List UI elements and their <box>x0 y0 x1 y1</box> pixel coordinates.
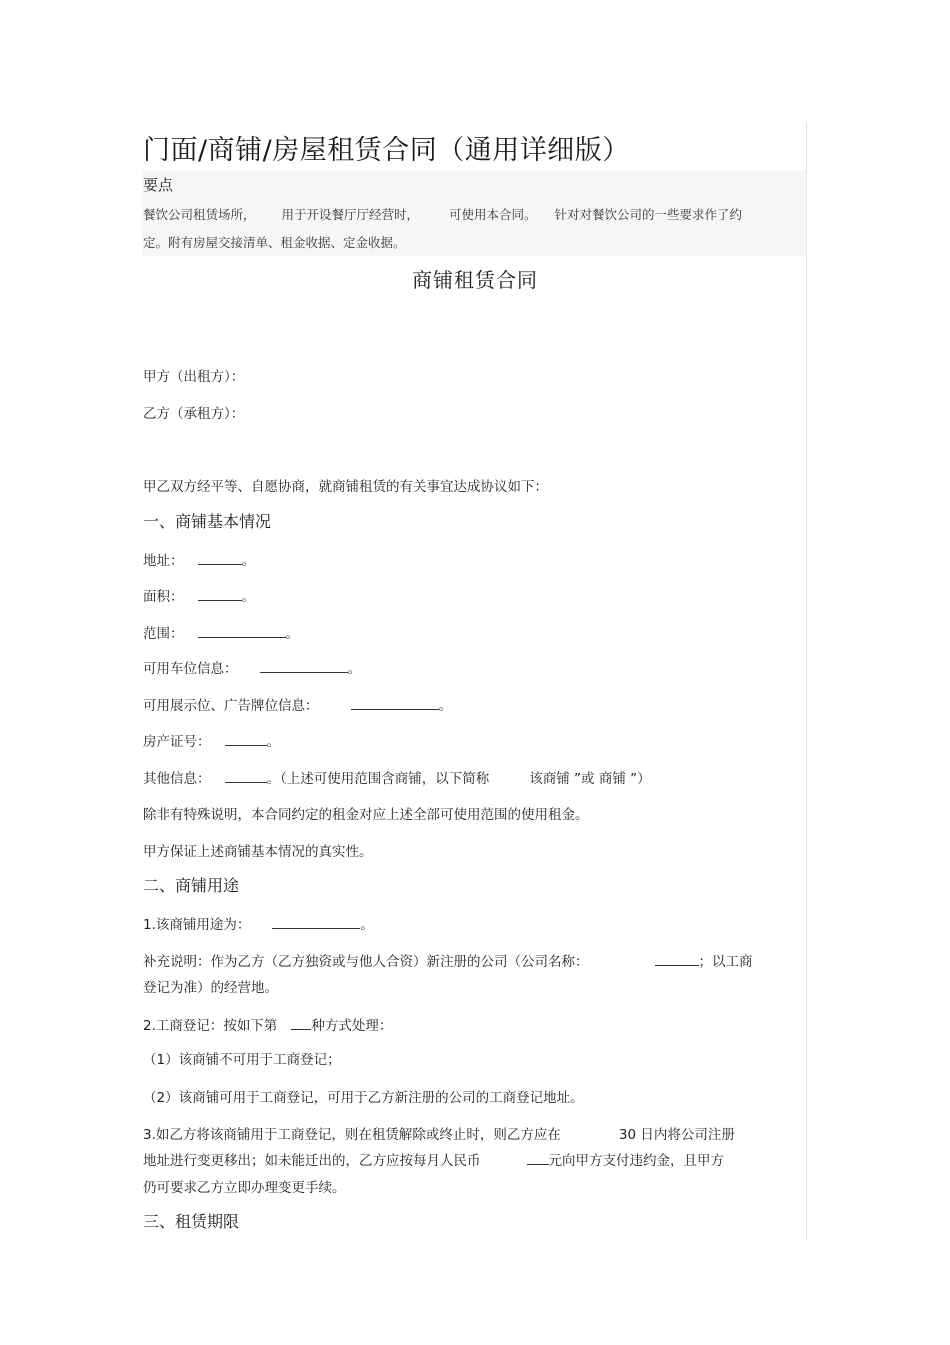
penalty-blank[interactable] <box>527 1150 549 1165</box>
period: 。 <box>438 698 452 714</box>
other-note: 该商铺 ”或 商铺 ”） <box>529 771 651 787</box>
period: 。 <box>266 734 280 750</box>
clause-3-line-2 <box>143 1149 724 1169</box>
parking-row <box>143 657 361 677</box>
period: 。 <box>241 589 255 605</box>
registration-text: 2.工商登记：按如下第 <box>143 1018 278 1034</box>
parking-label: 可用车位信息： <box>143 661 238 677</box>
other-label: 其他信息： <box>143 771 211 787</box>
cert-label: 房产证号： <box>143 734 211 750</box>
area-row <box>143 585 255 605</box>
summary-line-1 <box>143 205 742 223</box>
guarantee: 甲方保证上述商铺基本情况的真实性。 <box>143 844 373 860</box>
use-blank[interactable] <box>272 914 360 929</box>
clause-3-text: 3.如乙方将该商铺用于工商登记，则在租赁解除或终止时，则乙方应在 <box>143 1127 561 1143</box>
area-label: 面积： <box>143 589 184 605</box>
registration-text: 种方式处理： <box>311 1018 393 1034</box>
address-row <box>143 549 255 569</box>
scope-row <box>143 622 299 642</box>
option-1: （1）该商铺不可用于工商登记； <box>143 1052 341 1068</box>
use-label: 1.该商铺用途为： <box>143 917 251 933</box>
document-title: 门面/商铺/房屋租赁合同（通用详细版） <box>143 135 630 166</box>
scope-label: 范围： <box>143 626 184 642</box>
clause-3-days: 30 日内将公司注册 <box>618 1127 735 1143</box>
section-3-heading: 三、租赁期限 <box>143 1212 240 1231</box>
rent-note: 除非有特殊说明，本合同约定的租金对应上述全部可使用范围的使用租金。 <box>143 807 589 823</box>
summary-heading: 要点 <box>143 176 174 194</box>
address-blank[interactable] <box>198 550 242 565</box>
use-row <box>143 913 374 933</box>
clause-3-text: 地址进行变更移出；如未能迁出的，乙方应按每月人民币 <box>143 1153 481 1169</box>
supplement-text: 补充说明：作为乙方（乙方独资或与他人合资）新注册的公司（公司名称： <box>143 954 589 970</box>
summary-fragment: 可使用本合同。 <box>449 207 537 222</box>
period: 。 <box>360 917 374 933</box>
period: 。 <box>241 553 255 569</box>
address-label: 地址： <box>143 553 184 569</box>
party-a-label: 甲方（出租方）： <box>143 369 245 385</box>
clause-3-line-3: 仍可要求乙方立即办理变更手续。 <box>143 1180 346 1196</box>
section-2-heading: 二、商铺用途 <box>143 876 240 895</box>
section-1-heading: 一、商铺基本情况 <box>143 512 272 531</box>
registration-row <box>143 1014 392 1034</box>
other-row <box>143 767 651 787</box>
summary-fragment: 餐饮公司租赁场所， <box>143 207 256 222</box>
preamble: 甲乙双方经平等、自愿协商，就商铺租赁的有关事宜达成协议如下： <box>143 479 548 495</box>
clause-3-text: 元向甲方支付违约金，且甲方 <box>548 1153 724 1169</box>
supplement-continuation: 登记为准）的经营地。 <box>143 980 278 996</box>
area-blank[interactable] <box>198 586 242 601</box>
display-label: 可用展示位、广告牌位信息： <box>143 698 319 714</box>
cert-row <box>143 730 280 750</box>
period: 。 <box>347 661 361 677</box>
contract-title: 商铺租赁合同 <box>412 268 538 292</box>
period: 。 <box>285 626 299 642</box>
summary-fragment: 用于开设餐厅厅经营时， <box>281 207 420 222</box>
supplement-row <box>143 950 753 970</box>
supplement-text: ；以工商 <box>698 954 753 970</box>
option-blank[interactable] <box>291 1015 311 1030</box>
option-2: （2）该商铺可用于工商登记，可用于乙方新注册的公司的工商登记地址。 <box>143 1090 584 1106</box>
display-blank[interactable] <box>351 695 439 710</box>
summary-line-2: 定。附有房屋交接清单、租金收据、定金收据。 <box>143 235 406 250</box>
other-note: 。（上述可使用范围含商铺，以下简称 <box>266 771 490 787</box>
cert-blank[interactable] <box>225 731 267 746</box>
other-blank[interactable] <box>225 768 267 783</box>
scope-blank[interactable] <box>198 623 286 638</box>
parking-blank[interactable] <box>260 658 348 673</box>
clause-3-line-1 <box>143 1123 735 1143</box>
company-name-blank[interactable] <box>655 951 699 966</box>
summary-fragment: 针对对餐饮公司的一些要求作了约 <box>554 207 743 222</box>
display-row <box>143 694 452 714</box>
party-b-label: 乙方（承租方）： <box>143 406 245 422</box>
